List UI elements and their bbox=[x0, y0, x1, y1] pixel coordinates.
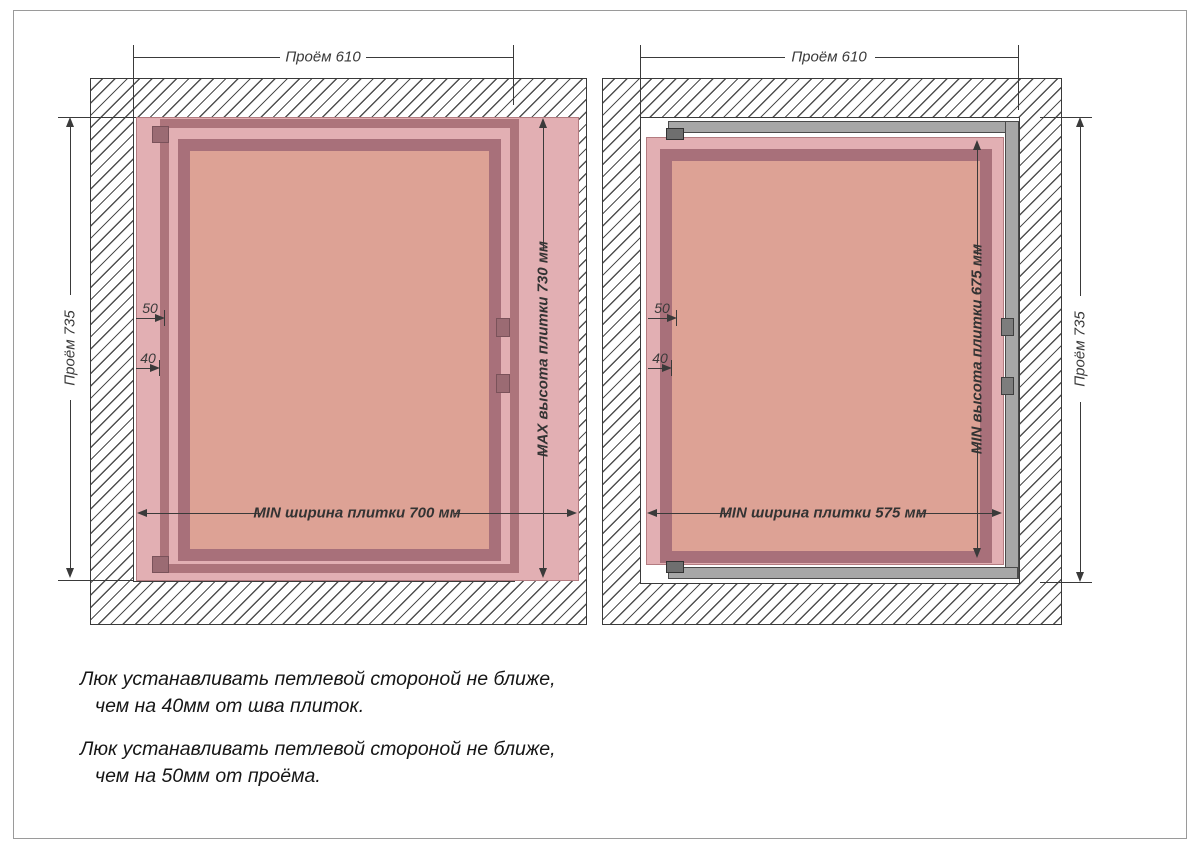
arrow-right-icon bbox=[567, 509, 577, 517]
witness-line bbox=[1040, 117, 1092, 118]
arrow-left-icon bbox=[647, 509, 657, 517]
dimension-line bbox=[875, 57, 1018, 58]
dimension-line bbox=[977, 443, 978, 548]
right-tile-height-dim: MIN высота плитки 675 мм bbox=[968, 243, 986, 455]
arrow-down-icon bbox=[1076, 572, 1084, 582]
arrow-up-icon bbox=[539, 118, 547, 128]
dimension-line bbox=[136, 368, 150, 369]
dimension-line bbox=[136, 318, 155, 319]
witness-line bbox=[58, 580, 133, 581]
left-hatch-door-leaf bbox=[178, 139, 501, 561]
witness-line bbox=[676, 310, 677, 326]
arrow-up-icon bbox=[973, 140, 981, 150]
arrow-left-icon bbox=[137, 509, 147, 517]
dimension-line bbox=[917, 513, 992, 514]
left-opening-height-dim: Проём 735 bbox=[61, 310, 79, 386]
left-hinge-bottom-icon bbox=[152, 556, 169, 573]
dimension-line bbox=[70, 126, 71, 295]
witness-line bbox=[133, 45, 134, 117]
right-hatch-door-leaf bbox=[660, 149, 992, 563]
arrow-down-icon bbox=[973, 548, 981, 558]
dimension-line bbox=[146, 513, 260, 514]
right-offset-40-dim: 40 bbox=[652, 350, 668, 366]
note-line: Люк устанавливать петлевой стороной не ближе, bbox=[80, 668, 556, 690]
arrow-right-icon bbox=[992, 509, 1002, 517]
dimension-line bbox=[543, 448, 544, 568]
right-latch-bottom-icon bbox=[1001, 377, 1014, 395]
note-line: чем на 40мм от шва плиток. bbox=[95, 695, 365, 717]
witness-line bbox=[1018, 45, 1019, 110]
dimension-line bbox=[366, 57, 513, 58]
arrow-up-icon bbox=[1076, 117, 1084, 127]
dimension-line bbox=[648, 318, 667, 319]
dimension-line bbox=[454, 513, 568, 514]
dimension-line bbox=[640, 57, 785, 58]
witness-line bbox=[164, 310, 165, 326]
left-offset-50-dim: 50 bbox=[142, 300, 158, 316]
left-offset-40-dim: 40 bbox=[140, 350, 156, 366]
dimension-line bbox=[1080, 126, 1081, 296]
note-line: Люк устанавливать петлевой стороной не ближе, bbox=[80, 738, 556, 760]
arrow-up-icon bbox=[66, 117, 74, 127]
right-frame-top bbox=[668, 121, 1018, 133]
right-tile-width-dim: MIN ширина плитки 575 мм bbox=[719, 504, 927, 522]
witness-line bbox=[513, 45, 514, 105]
left-tile-width-dim: MIN ширина плитки 700 мм bbox=[253, 504, 461, 522]
left-latch-bottom-icon bbox=[496, 374, 510, 393]
left-opening-width-dim: Проём 610 bbox=[285, 48, 361, 66]
dimension-line bbox=[70, 400, 71, 568]
dimension-line bbox=[656, 513, 729, 514]
arrow-down-icon bbox=[539, 568, 547, 578]
note-line: чем на 50мм от проёма. bbox=[95, 765, 321, 787]
right-opening-height-dim: Проём 735 bbox=[1071, 311, 1089, 387]
dimension-line bbox=[648, 368, 662, 369]
left-hinge-top-icon bbox=[152, 126, 169, 143]
right-latch-top-icon bbox=[1001, 318, 1014, 336]
witness-line bbox=[159, 360, 160, 376]
right-opening-width-dim: Проём 610 bbox=[791, 48, 867, 66]
witness-line bbox=[671, 360, 672, 376]
dimension-line bbox=[133, 57, 280, 58]
dimension-line bbox=[543, 127, 544, 250]
witness-line bbox=[640, 45, 641, 117]
right-hinge-bottom-icon bbox=[666, 561, 684, 573]
right-frame-side bbox=[1005, 121, 1019, 579]
right-offset-50-dim: 50 bbox=[654, 300, 670, 316]
dimension-line bbox=[1080, 402, 1081, 572]
dimension-line bbox=[977, 150, 978, 255]
left-tile-height-dim: MAX высота плитки 730 мм bbox=[534, 240, 552, 458]
witness-line bbox=[1040, 582, 1092, 583]
right-frame-bottom bbox=[668, 567, 1018, 579]
note-hinge-opening bbox=[80, 736, 556, 790]
note-hinge-seam bbox=[80, 666, 556, 720]
right-hinge-top-icon bbox=[666, 128, 684, 140]
left-latch-top-icon bbox=[496, 318, 510, 337]
arrow-down-icon bbox=[66, 568, 74, 578]
